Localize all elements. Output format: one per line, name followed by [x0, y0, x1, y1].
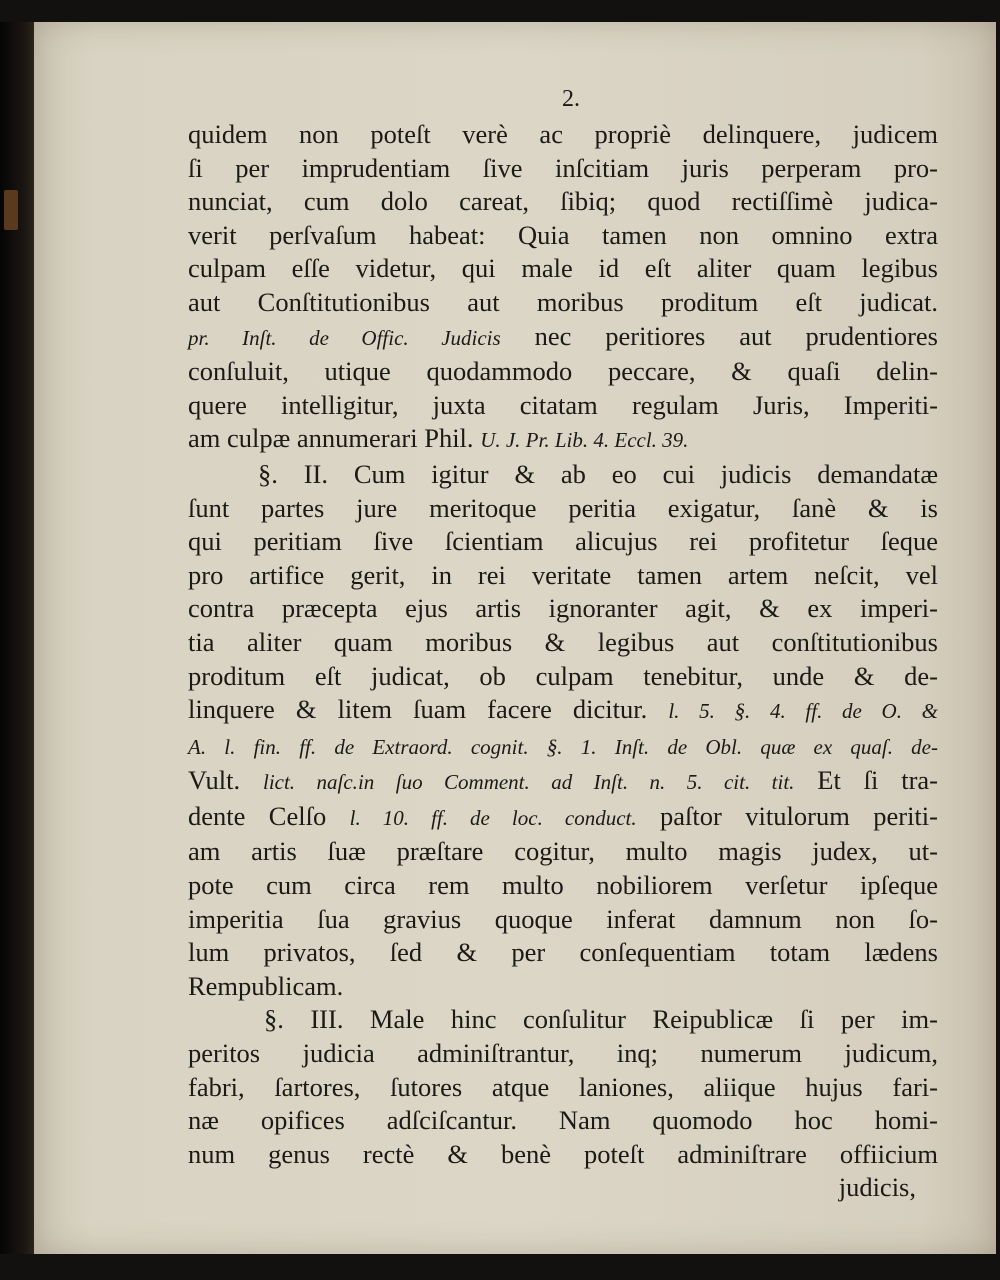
text-run: næ opifices adſciſcantur. Nam quomodo hoc homi- [188, 1105, 938, 1136]
text-run: Vult. [188, 765, 263, 796]
text-run: am culpæ annumerari Phil. [188, 423, 481, 454]
text-line [188, 286, 938, 320]
text-line [188, 1138, 938, 1172]
text-run: num genus rectè & benè poteſt adminiſtrare offiicium [188, 1138, 938, 1169]
text-run: nec peritiores aut prudentiores [500, 320, 938, 351]
text-line [188, 592, 938, 626]
body-text [188, 118, 938, 1205]
text-run: dente Celſo [188, 800, 350, 831]
citation: A. l. fin. ff. de Extraord. cognit. §. 1. Inſt. de Obl. quæ ex quaſ. de- [188, 734, 938, 759]
text-run: Et ſi tra- [794, 765, 938, 796]
citation: l. 5. §. 4. ff. de O. & [668, 699, 938, 724]
text-run: ſi per imprudentiam ſive inſcitiam juris perperam pro- [188, 152, 938, 183]
text-line [188, 252, 938, 286]
text-line [188, 492, 938, 526]
text-run: tia aliter quam moribus & legibus aut conſtitutionibus [188, 626, 938, 657]
text-run: ſunt partes jure meritoque peritia exigatur, ſanè & is [188, 492, 938, 523]
text-line [188, 389, 938, 423]
text-line [188, 219, 938, 253]
text-line [188, 118, 938, 152]
text-line [188, 626, 938, 660]
text-run: conſuluit, utique quodammodo peccare, & quaſi delin- [188, 356, 938, 387]
citation: l. 10. ff. de loc. conduct. [349, 805, 637, 830]
text-run: proditum eſt judicat, ob culpam tenebitur, unde & de- [188, 660, 938, 691]
text-run: peritos judicia adminiſtrantur, inq; numerum judicum, [188, 1038, 938, 1069]
text-line [188, 1104, 938, 1138]
text-run: linquere & litem ſuam facere dicitur. [188, 694, 669, 725]
text-line [188, 1003, 938, 1037]
text-line [188, 970, 938, 1004]
text-line [188, 185, 938, 219]
text-line [188, 320, 938, 356]
citation: U. J. Pr. Lib. 4. Eccl. 39. [480, 428, 689, 453]
text-run: Rempublicam. [188, 970, 344, 1001]
text-run: pro artifice gerit, in rei veritate tamen artem neſcit, vel [188, 559, 938, 590]
catchword: judicis, [838, 1172, 916, 1203]
text-run: am artis ſuæ præſtare cogitur, multo magis judex, ut- [188, 836, 938, 867]
page-tab [4, 190, 18, 230]
text-run: pote cum circa rem multo nobiliorem verſetur ipſeque [188, 870, 938, 901]
text-line [188, 835, 938, 869]
text-run: §. II. Cum igitur & ab eo cui judicis demandatæ [258, 458, 938, 489]
text-line [188, 152, 938, 186]
text-line [188, 660, 938, 694]
text-run: quidem non poteſt verè ac propriè delinquere, judicem [188, 119, 938, 149]
text-run: nunciat, cum dolo careat, ſibiq; quod rectiſſimè judica- [188, 186, 938, 217]
text-run: culpam eſſe videtur, qui male id eſt aliter quam legibus [188, 253, 938, 284]
citation: lict. naſc. [262, 770, 358, 795]
text-line [188, 1037, 938, 1071]
text-line [188, 355, 938, 389]
text-run: aut Conſtitutionibus aut moribus proditum eſt judicat. [188, 286, 938, 317]
text-line [188, 458, 938, 492]
text-run: lum privatos, ſed & per conſequentiam totam lædens [188, 937, 938, 968]
text-run: quere intelligitur, juxta citatam regulam Juris, Imperiti- [188, 389, 938, 420]
text-line [188, 559, 938, 593]
text-line [188, 800, 938, 836]
text-line [188, 1071, 938, 1105]
page-number: 2. [562, 86, 580, 112]
text-run: contra præcepta ejus artis ignoranter agit, & ex imperi- [188, 593, 938, 624]
text-run: verit perſvaſum habeat: Quia tamen non omnino extra [188, 219, 938, 250]
text-line [188, 936, 938, 970]
text-run: paſtor vitulorum periti- [636, 800, 938, 831]
text-run: qui peritiam ſive ſcientiam alicujus rei profitetur ſeque [188, 526, 938, 557]
text-line [188, 903, 938, 937]
text-line [188, 729, 938, 765]
text-line [188, 525, 938, 559]
book-binding-edge [0, 22, 34, 1254]
text-line [188, 693, 938, 729]
text-line [188, 764, 938, 800]
text-run: imperitia ſua gravius quoque inferat damnum non ſo- [188, 903, 938, 934]
text-run: §. III. Male hinc conſulitur Reipublicæ ſi per im- [264, 1004, 938, 1035]
text-line [188, 869, 938, 903]
citation: pr. Inſt. de Offic. Judicis [188, 325, 501, 350]
text-run: fabri, ſartores, ſutores atque laniones, aliique hujus fari- [188, 1071, 938, 1102]
text-line [188, 422, 938, 458]
citation: in ſuo Comment. ad Inſt. n. 5. cit. tit. [357, 770, 795, 795]
